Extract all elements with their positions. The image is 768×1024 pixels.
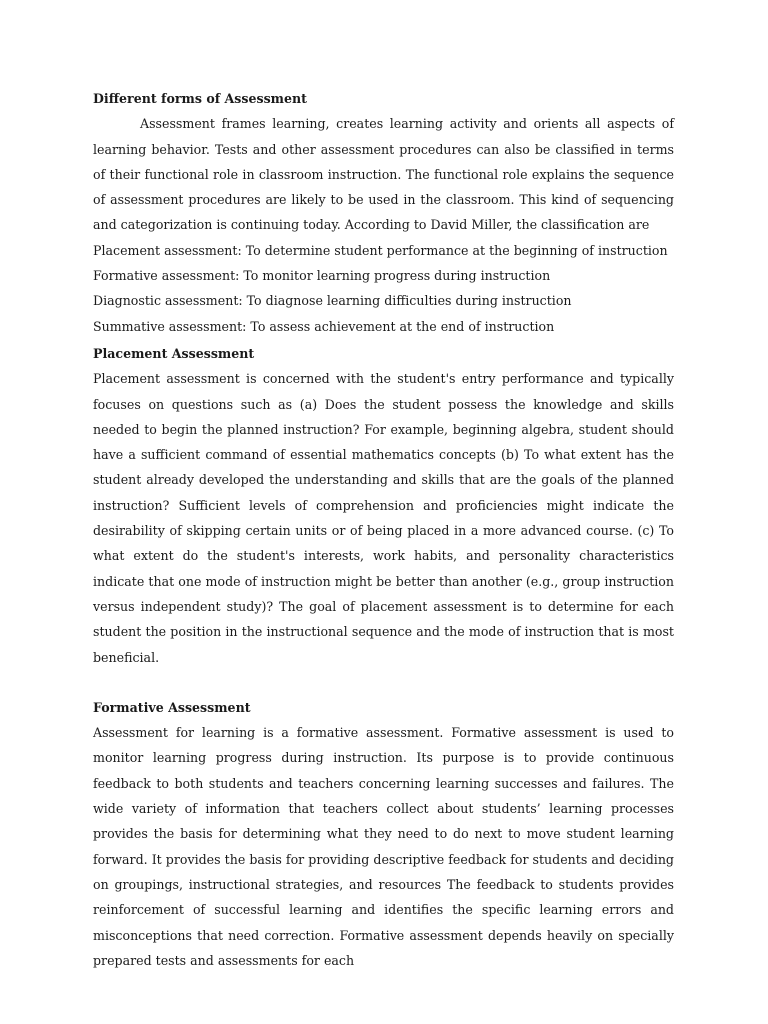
- section-heading-different-forms: Different forms of Assessment: [93, 91, 307, 106]
- list-item-summative: Summative assessment: To assess achievement at the end of instruction: [93, 318, 555, 334]
- spacer: [93, 670, 674, 695]
- list-item-formative: Formative assessment: To monitor learning progress during instruction: [93, 268, 551, 284]
- section-heading-formative: Formative Assessment: [93, 699, 251, 715]
- section-heading-placement: Placement Assessment: [93, 345, 255, 361]
- placement-paragraph: Placement assessment is concerned with the student's entry performance and typically focuses on questions such as (a) Does the student possess the knowledge and skills needed to begin the planned instruction? For example, beginning algebra, student should have a sufficient command of essential mathematics concepts (b) To what extent has the student already developed the understanding and skills that are the goals of the planned instruction? Sufficient levels of comprehension and proficiencies might indicate the desirability of skipping certain units or of being placed in a more advanced course. (c) To what extent do the student's interests, work habits, and personality characteristics indicate that one mode of instruction might be better than another (e.g., group instruction versus independent study)? The goal of placement assessment is to determine for each student the position in the instructional sequence and the mode of instruction that is most beneficial.: [93, 371, 674, 665]
- list-item-diagnostic: Diagnostic assessment: To diagnose learning difficulties during instruction: [93, 293, 572, 309]
- document-page: [93, 86, 674, 973]
- list-item-placement: Placement assessment: To determine student performance at the beginning of instruction: [93, 242, 668, 258]
- intro-paragraph: Assessment frames learning, creates learning activity and orients all aspects of learning behavior. Tests and other assessment procedures can also be classified in terms of their functional role in classroom instruction. The functional role explains the sequence of assessment procedures are likely to be used in the classroom. This kind of sequencing and categorization is continuing today. According to David Miller, the classification are: [93, 116, 674, 233]
- formative-paragraph: Assessment for learning is a formative assessment. Formative assessment is used to monitor learning progress during instruction. Its purpose is to provide continuous feedback to both students and teachers concerning learning successes and failures. The wide variety of information that teachers collect about students’ learning processes provides the basis for determining what they need to do next to move student learning forward. It provides the basis for providing descriptive feedback for students and deciding on groupings, instructional strategies, and resources The feedback to students provides reinforcement of successful learning and identifies the specific learning errors and misconceptions that need correction. Formative assessment depends heavily on specially prepared tests and assessments for each: [93, 725, 674, 968]
